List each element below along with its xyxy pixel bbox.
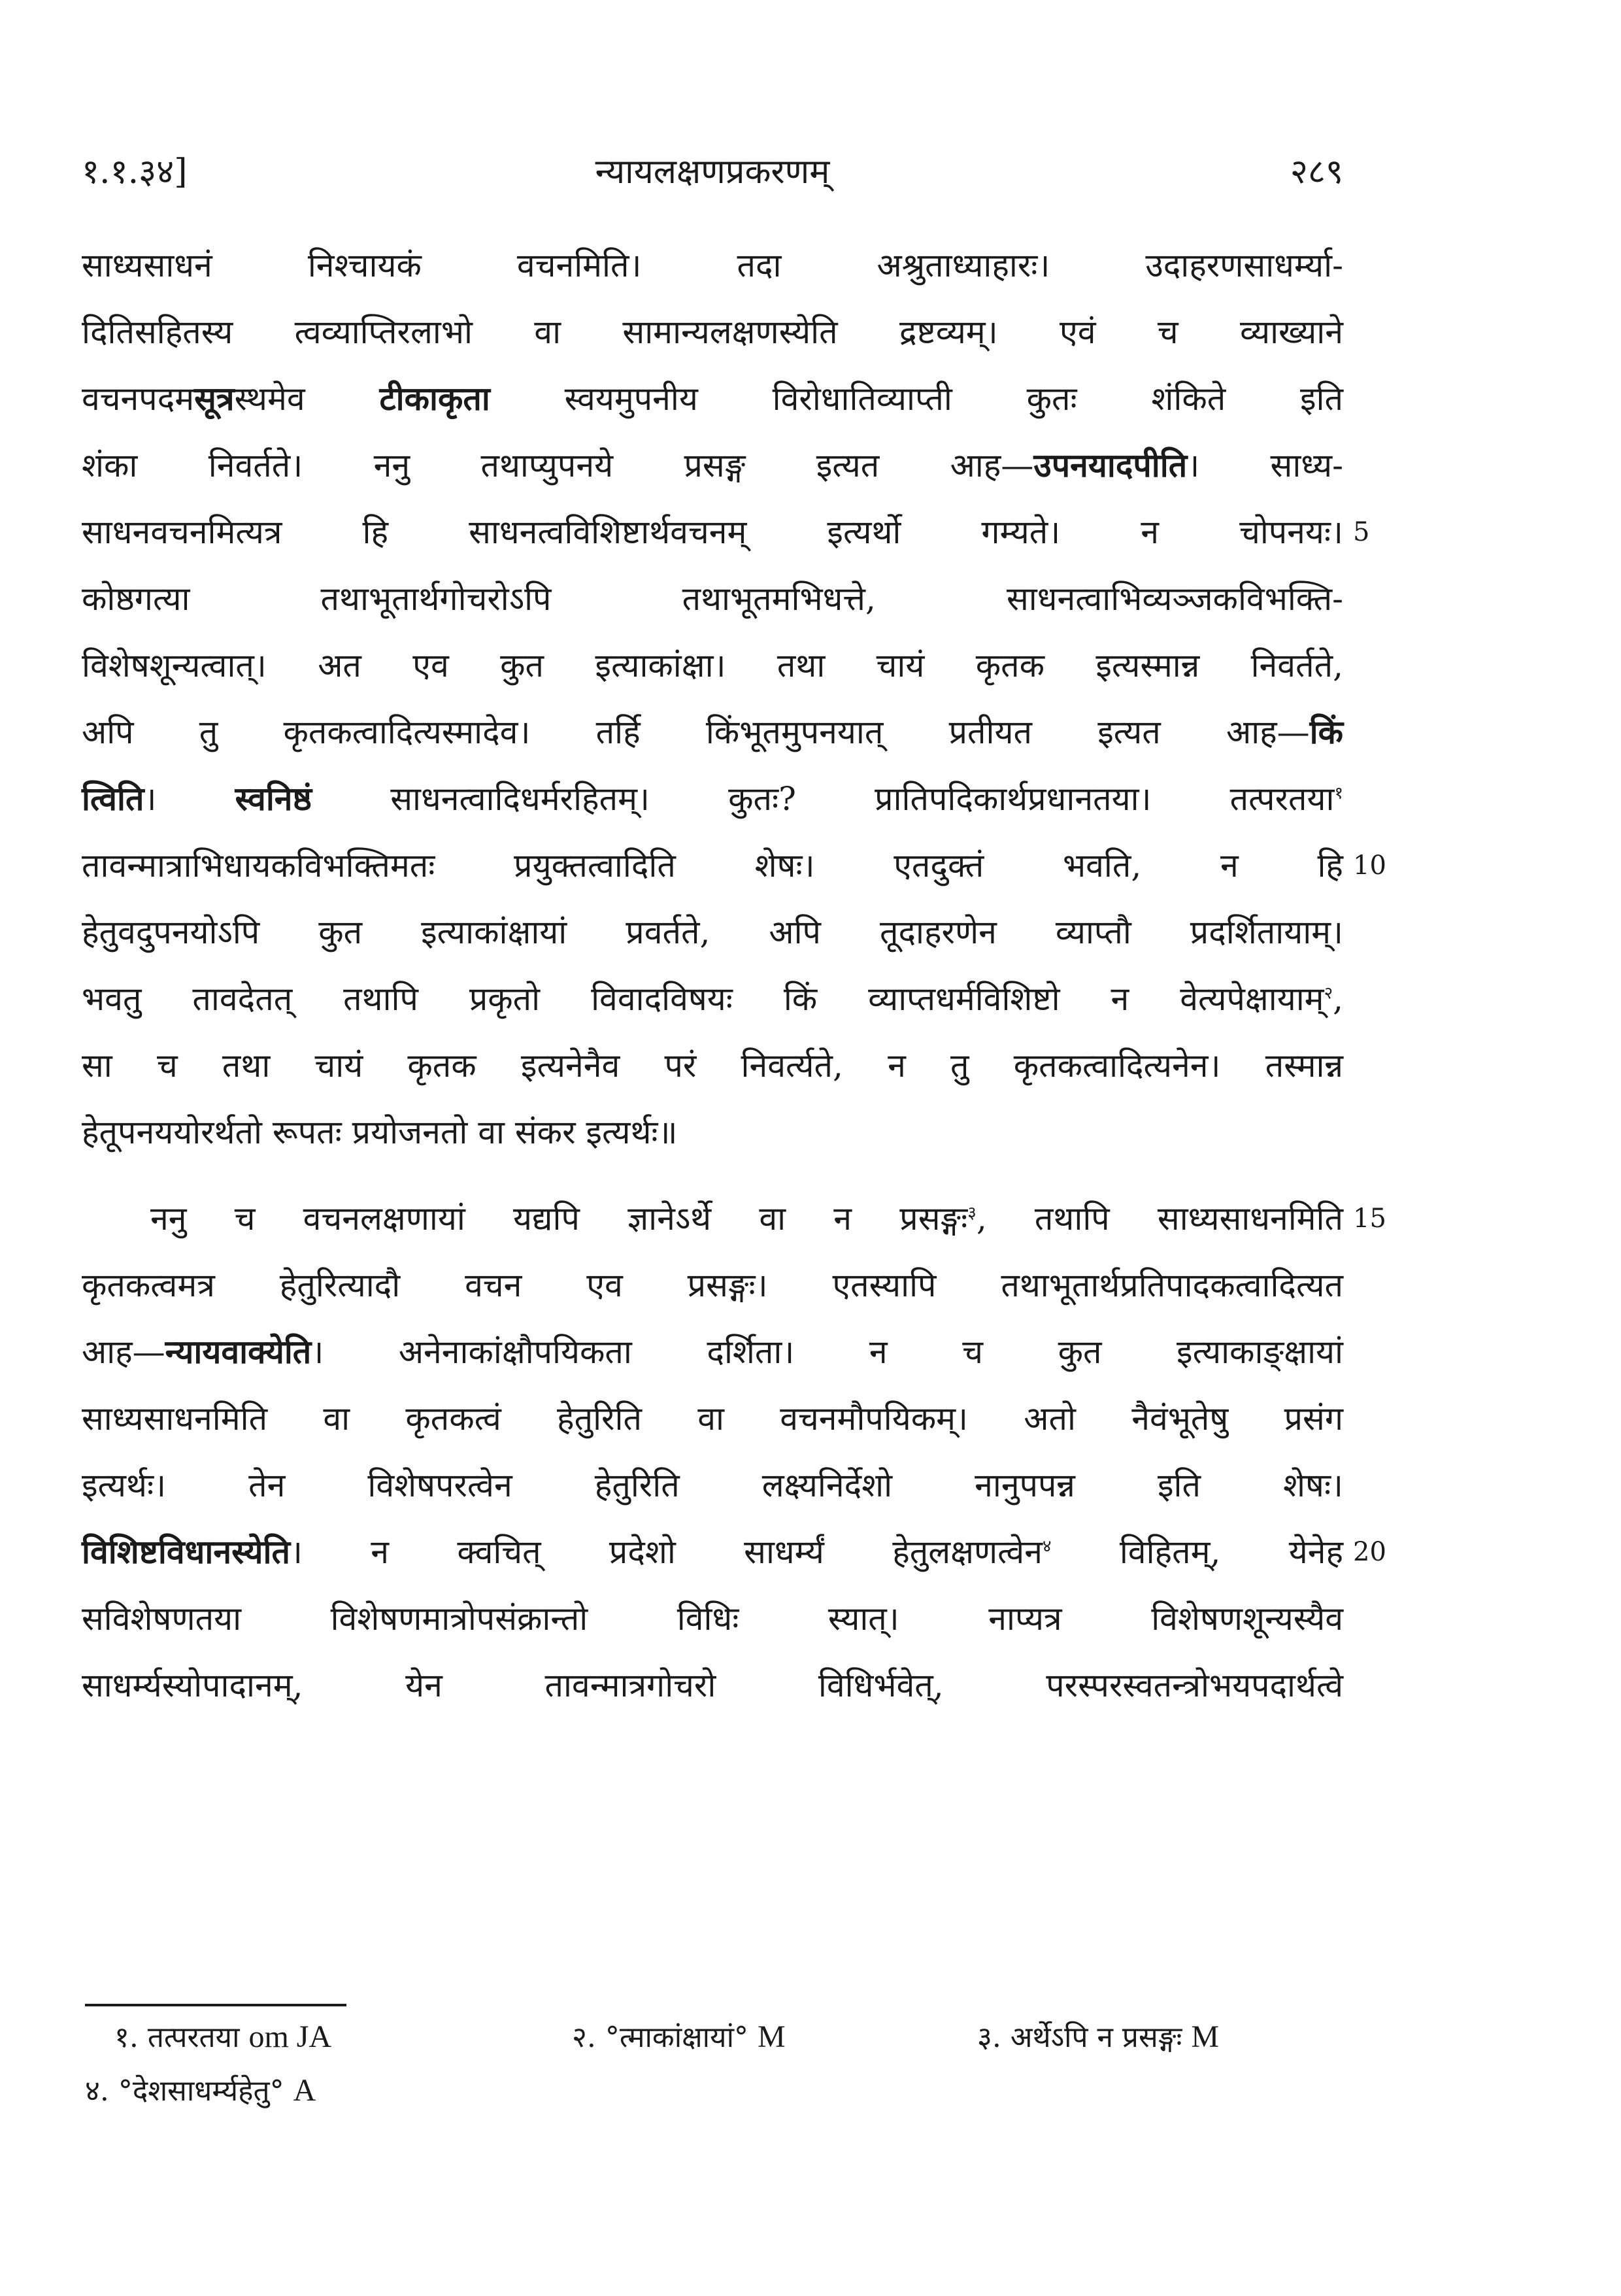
text-segment: साध्यसाधनमिति वा कृतकत्वं हेतुरिति वा वचनमौपयिकम्। अतो नैवंभूतेषु प्रसंग [82, 1400, 1343, 1438]
text-segment: कोष्ठगत्या तथाभूतार्थगोचरोऽपि तथाभूतमभिधत्ते, साधनत्वाभिव्यञ्जकविभक्ति- [82, 580, 1343, 618]
text-segment: हेतूपनययोरर्थतो रूपतः प्रयोजनतो वा संकर इत्यर्थः॥ [82, 1113, 678, 1151]
text-line [82, 1452, 1343, 1519]
text-segment: आह— [82, 1333, 165, 1371]
text-line [82, 1252, 1343, 1319]
text-line [82, 566, 1343, 632]
footnote-marker: ३ [967, 1203, 977, 1223]
footnote-2: २. °त्माकांक्षायां° M [572, 2019, 786, 2054]
lemma-bold: विशिष्टविधानस्येति [82, 1532, 290, 1571]
text-segment: । न क्वचित् प्रदेशो साधर्म्यं हेतुलक्षणत्वेन [290, 1533, 1043, 1571]
lemma-bold: त्विति [82, 779, 144, 818]
text-line [82, 832, 1386, 899]
line-number: 10 [1353, 851, 1386, 881]
text-segment: साध्यसाधनं निश्चायकं वचनमिति। तदा अश्रुताध्याहारः। उदाहरणसाधर्म्या- [82, 246, 1343, 284]
text-line [82, 1652, 1343, 1719]
footnote-4: ४. °देशसाधर्म्यहेतु° A [85, 2073, 316, 2108]
text-segment: विशेषशून्यत्वात्। अत एव कुत इत्याकांक्षा। तथा चायं कृतक इत्यस्मान्न निवर्तते, [82, 647, 1343, 684]
text-segment: स्थमेव [234, 380, 380, 418]
text-segment: सविशेषणतया विशेषणमात्रोपसंक्रान्तो विधिः स्यात्। नाप्यत्र विशेषणशून्यस्यैव [82, 1600, 1343, 1638]
text-line [82, 899, 1343, 966]
lemma-bold: न्यायवाक्येति [165, 1332, 312, 1371]
text-segment: विहितम्, येनेह [1051, 1533, 1343, 1571]
lemma-bold: टीकाकृता [379, 379, 490, 418]
text-segment: साधनत्वादिधर्मरहितम्। कुतः? प्रातिपदिकार्थप्रधानतया। तत्परतया [312, 780, 1335, 818]
footnote-marker: ४ [1042, 1536, 1052, 1557]
text-line [82, 1185, 1386, 1252]
line-number: 15 [1353, 1204, 1386, 1234]
footnotes [85, 2010, 1330, 2118]
footnote-marker: २ [1324, 983, 1333, 1004]
text-line [82, 1519, 1386, 1585]
running-title: न्यायलक्षणप्रकरणम् [595, 152, 830, 192]
text-line [82, 632, 1343, 699]
text-line [82, 1099, 1343, 1166]
text-line [82, 699, 1343, 766]
text-segment: शंका निवर्तते। ननु तथाप्युपनये प्रसङ्ग इत्यत आह— [82, 447, 1034, 484]
text-segment: तावन्मात्राभिधायकविभक्तिमतः प्रयुक्तत्वादिति शेषः। एतदुक्तं भवति, न हि [82, 847, 1343, 885]
paragraph-gap [82, 1166, 1343, 1185]
lemma-bold: सूत्र [194, 379, 235, 418]
section-reference: १.१.३४] [82, 152, 188, 192]
line-number: 5 [1353, 517, 1370, 547]
text-line [82, 1032, 1343, 1099]
footnote-divider [85, 2004, 346, 2006]
text-segment: अपि तु कृतकत्वादित्यस्मादेव। तर्हि किंभूतमुपनयात् प्रतीयत इत्यत आह— [82, 713, 1310, 751]
footnote-1: १. तत्परतया om JA [114, 2019, 332, 2054]
page-number: २८९ [1290, 152, 1343, 192]
text-segment: इत्यर्थः। तेन विशेषपरत्वेन हेतुरिति लक्ष्यनिर्देशो नानुपपन्न इति शेषः। [82, 1466, 1343, 1504]
text-segment: हेतुवदुपनयोऽपि कुत इत्याकांक्षायां प्रवर्तते, अपि तूदाहरणेन व्याप्तौ प्रदर्शितायाम्। [82, 913, 1343, 951]
text-segment: ननु च वचनलक्षणायां यद्यपि ज्ञानेऽर्थे वा न प्रसङ्गः [150, 1200, 968, 1238]
text-line [82, 499, 1370, 566]
text-segment: । अनेनाकांक्षौपयिकता दर्शिता। न च कुत इत्याकाङ्क्षायां [311, 1333, 1343, 1371]
text-line [82, 1319, 1343, 1385]
text-line [82, 432, 1343, 499]
lemma-bold: उपनयादपीति [1033, 446, 1188, 484]
line-number: 20 [1353, 1537, 1386, 1567]
footnote-row [114, 2010, 1330, 2064]
text-segment: , तथापि साध्यसाधनमिति [976, 1200, 1343, 1238]
text-segment: साधनवचनमित्यत्र हि साधनत्वविशिष्टार्थवचनम् इत्यर्थो गम्यते। न चोपनयः। [82, 513, 1343, 551]
text-segment: सा च तथा चायं कृतक इत्यनेनैव परं निवर्त्यते, न तु कृतकत्वादित्यनेन। तस्मान्न [82, 1047, 1343, 1085]
commentary-text [82, 232, 1386, 1719]
text-segment: भवतु तावदेतत् तथापि प्रकृतो विवादविषयः किं व्याप्तधर्मविशिष्टो न वेत्यपेक्षायाम् [82, 980, 1324, 1018]
footnote-marker: १ [1334, 783, 1344, 803]
text-line [82, 966, 1343, 1032]
text-line [82, 766, 1343, 832]
lemma-bold: स्वनिष्ठं [235, 779, 312, 818]
running-header [82, 147, 1343, 206]
text-line [82, 365, 1343, 432]
text-segment: । [144, 780, 235, 818]
footnote-3: ३. अर्थेऽपि न प्रसङ्गः M [977, 2019, 1220, 2054]
text-segment: दितिसहितस्य त्वव्याप्तिरलाभो वा सामान्यलक्षणस्येति द्रष्टव्यम्। एवं च व्याख्याने [82, 313, 1343, 351]
text-line [82, 1385, 1343, 1452]
text-segment: स्वयमुपनीय विरोधातिव्याप्ती कुतः शंकिते इति [490, 380, 1343, 418]
footnote-row [85, 2064, 1330, 2118]
text-line [82, 232, 1343, 299]
text-segment: । साध्य- [1187, 447, 1343, 484]
text-segment: , [1333, 980, 1343, 1018]
text-line [82, 299, 1343, 365]
lemma-bold: किं [1309, 713, 1343, 751]
text-segment: कृतकत्वमत्र हेतुरित्यादौ वचन एव प्रसङ्गः। एतस्यापि तथाभूतार्थप्रतिपादकत्वादित्यत [82, 1266, 1343, 1304]
text-line [82, 1585, 1343, 1652]
text-segment: वचनपदम [82, 380, 195, 418]
text-segment: साधर्म्यस्योपादानम्, येन तावन्मात्रगोचरो विधिर्भवेत्, परस्परस्वतन्त्रोभयपदार्थत्वे [82, 1666, 1343, 1704]
